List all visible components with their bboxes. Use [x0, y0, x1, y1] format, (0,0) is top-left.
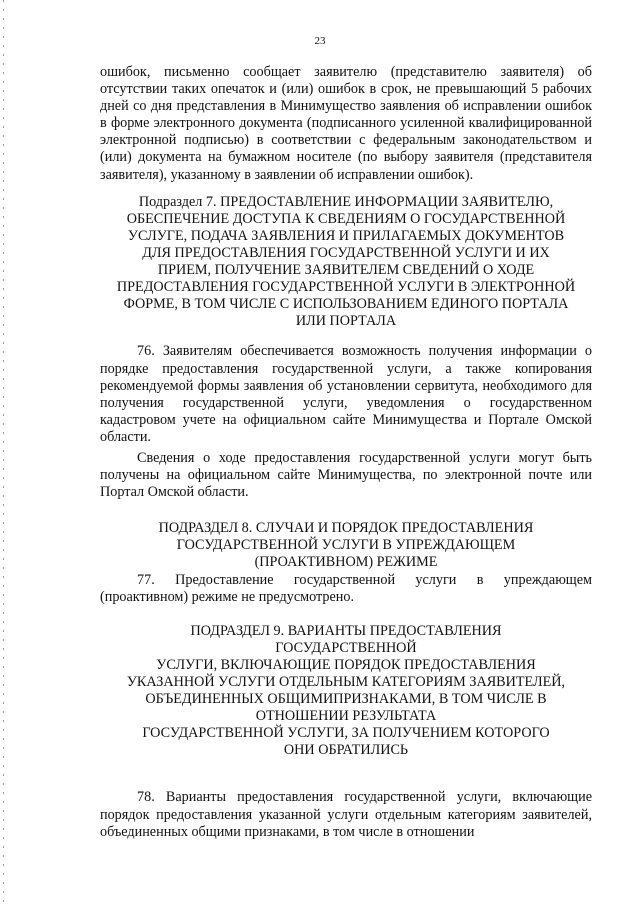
- page-body: [100, 64, 592, 841]
- section-9-heading-line: ПОДРАЗДЕЛ 9. ВАРИАНТЫ ПРЕДОСТАВЛЕНИЯ: [190, 622, 502, 639]
- section-9-heading-line: УКАЗАННОЙ УСЛУГИ ОТДЕЛЬНЫМ КАТЕГОРИЯМ ЗАЯВИТЕЛЕЙ,: [126, 674, 566, 690]
- section-7-heading: [100, 194, 592, 331]
- page-number: 23: [314, 35, 326, 47]
- section-8-heading-line: (ПРОАКТИВНОМ) РЕЖИМЕ: [254, 554, 438, 571]
- paragraph-78: 78. Варианты предоставления государственной услуги, включающие порядок предоставления указанной услуги отдельным категориям заявителей, объединенных общими признаками, в том числе в отношении: [100, 789, 592, 840]
- section-7-heading-line: ФОРМЕ, В ТОМ ЧИСЛЕ С ИСПОЛЬЗОВАНИЕМ ЕДИНОГО ПОРТАЛА: [123, 296, 569, 313]
- section-8-heading-line: ГОСУДАРСТВЕННОЙ УСЛУГИ В УПРЕЖДАЮЩЕМ: [176, 537, 516, 554]
- paragraph-76-continued: Сведения о ходе предоставления государственной услуги могут быть получены на официальном сайте Минимущества, по электронной почте или Портал Омской области.: [100, 449, 592, 501]
- section-9-heading-line: ОТНОШЕНИИ РЕЗУЛЬТАТА: [255, 708, 437, 725]
- section-9-heading-line: ГОСУДАРСТВЕННОЙ: [275, 639, 417, 656]
- section-7-heading-line: Подраздел 7. ПРЕДОСТАВЛЕНИЕ ИНФОРМАЦИИ ЗАЯВИТЕЛЮ,: [138, 193, 554, 210]
- scan-edge-marks: [3, 0, 4, 905]
- section-7-heading-line: ИЛИ ПОРТАЛА: [295, 313, 397, 330]
- section-7-heading-line: ПРИЕМ, ПОЛУЧЕНИЕ ЗАЯВИТЕЛЕМ СВЕДЕНИЙ О ХОДЕ: [157, 262, 535, 279]
- intro-paragraph: ошибок, письменно сообщает заявителю (представителю заявителя) об отсутствии таких опечаток и (или) ошибок в срок, не превышающий 5 рабочих дней со дня представления в Минимущество заявления об исправлении ошибок в форме электронного документа (подписанного усиленной квалифицированной электронной подписью) в соответствии с федеральным законодательством и (или) документа на бумажном носителе (по выбору заявителя (представителя заявителя), указанному в заявлении об исправлении ошибок).: [100, 64, 592, 183]
- section-7-heading-line: УСЛУГЕ, ПОДАЧА ЗАЯВЛЕНИЯ И ПРИЛАГАЕМЫХ ДОКУМЕНТОВ: [127, 227, 565, 244]
- section-9-heading-line: ОБЪЕДИНЕННЫХ ОБЩИМИПРИЗНАКАМИ, В ТОМ ЧИСЛЕ В: [145, 691, 547, 708]
- section-9-heading-line: ОНИ ОБРАТИЛИСЬ: [283, 742, 409, 759]
- section-9-heading-line: ГОСУДАРСТВЕННОЙ УСЛУГИ, ЗА ПОЛУЧЕНИЕМ КОТОРОГО: [142, 725, 550, 742]
- section-8-heading: [100, 520, 592, 571]
- section-7-heading-line: ПРЕДОСТАВЛЕНИЯ ГОСУДАРСТВЕННОЙ УСЛУГИ В ЭЛЕКТРОННОЙ: [116, 279, 576, 296]
- paragraph-77: 77. Предоставление государственной услуги в упреждающем (проактивном) режиме не предусмотрено.: [100, 571, 592, 605]
- section-7-heading-line: ОБЕСПЕЧЕНИЕ ДОСТУПА К СВЕДЕНИЯМ О ГОСУДАРСТВЕННОЙ: [126, 210, 566, 227]
- paragraph-76: 76. Заявителям обеспечивается возможность получения информации о порядке предоставления государственной услуги, а также копирования рекомендуемой формы заявления об установлении сервитута, необходимого для получения государственной услуги, уведомления о государственном кадастровом учете на официальном сайте Минимущества и Портале Омской области.: [100, 343, 592, 445]
- section-9-heading: [100, 623, 592, 760]
- section-7-heading-line: ДЛЯ ПРЕДОСТАВЛЕНИЯ ГОСУДАРСТВЕННОЙ УСЛУГИ И ИХ: [142, 244, 550, 261]
- section-8-heading-line: ПОДРАЗДЕЛ 8. СЛУЧАИ И ПОРЯДОК ПРЕДОСТАВЛЕНИЯ: [158, 520, 534, 537]
- section-9-heading-line: УСЛУГИ, ВКЛЮЧАЮЩИЕ ПОРЯДОК ПРЕДОСТАВЛЕНИЯ: [156, 656, 536, 673]
